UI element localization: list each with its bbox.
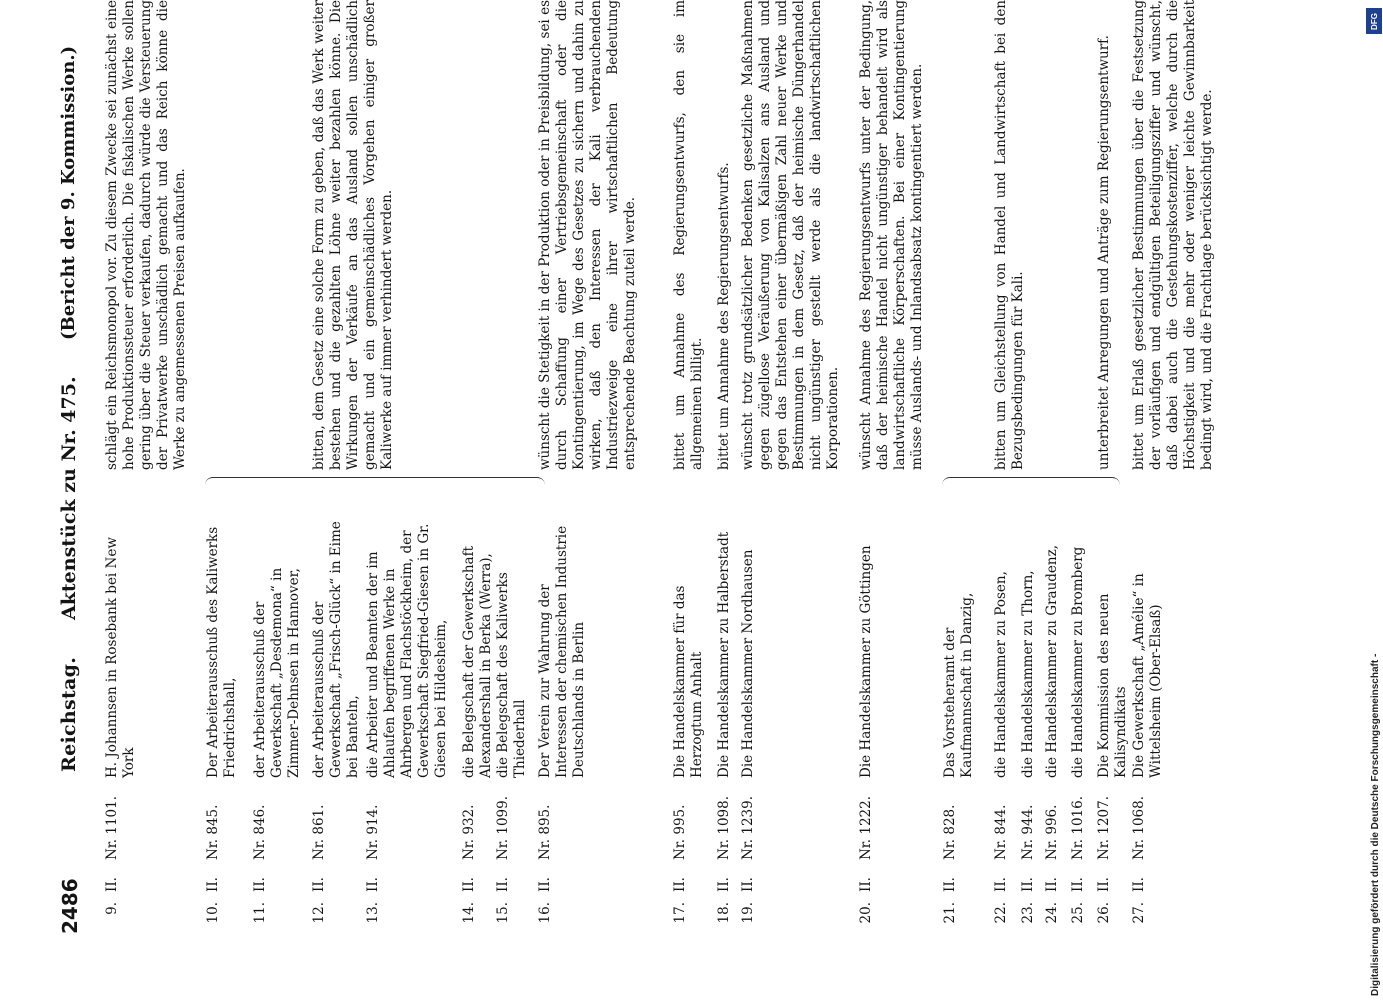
entry-number: 24. xyxy=(1044,902,1060,924)
entry-number: 16. xyxy=(537,902,553,924)
entry-number: 27. xyxy=(1131,902,1147,924)
petition-sender: Die Handelskammer zu Halberstadt xyxy=(716,531,732,778)
entry-number: 18. xyxy=(716,902,732,924)
section-number: II. xyxy=(858,877,874,892)
petition-number: Nr. 861. xyxy=(311,804,327,860)
entry-number: 25. xyxy=(1070,902,1086,924)
header-title: Aktenstück zu Nr. 475. xyxy=(58,376,80,620)
section-number: II. xyxy=(716,877,732,892)
petition-number: Nr. 996. xyxy=(1044,804,1060,860)
petition-request: wünscht Annahme des Regierungsentwurfs unter der Bedingung, daß der heimische Handel nicht ungünstiger behandelt wird als landwirtschaftliche Körperschaften. Bei einer Kontingentierung müsse Auslands- und Inlandsabsatz kontingentiert werden. xyxy=(858,0,925,470)
petition-number: Nr. 895. xyxy=(537,804,553,860)
petition-request: unterbreitet Anregungen und Anträge zum Regierungsentwurf. xyxy=(1096,35,1112,470)
entry-number: 12. xyxy=(311,902,327,924)
petition-number: Nr. 1222. xyxy=(858,795,874,860)
entry-number: 17. xyxy=(672,902,688,924)
entry-number: 21. xyxy=(942,902,958,924)
petition-number: Nr. 995. xyxy=(672,804,688,860)
entry-number: 20. xyxy=(858,902,874,924)
petition-request: bittet um Annahme des Regierungsentwurfs. xyxy=(716,162,732,470)
section-number: II. xyxy=(672,877,688,892)
section-number: II. xyxy=(1070,877,1086,892)
group-brace xyxy=(942,477,1120,486)
petition-sender: Der Arbeiterausschuß des Kaliwerks Friedrichshall, xyxy=(205,526,238,778)
petition-sender: die Handelskammer zu Thorn, xyxy=(1020,570,1036,778)
petition-sender: die Arbeiter und Beamten der im Ahlaufen begriffenen Werke in Ahrbergen und Flachstöckheim, der Gewerkschaft Siegfried-Giesen in Gr. Giesen bei Hildesheim, xyxy=(365,523,449,778)
petition-request: wünscht trotz grundsätzlicher Bedenken gesetzliche Maßnahmen gegen zügellose Veräußerung von Kalisalzen ans Ausland und gegen das Entstehen einer übermäßigen Zahl neuer Werke und Bestimmungen in dem Gesetz, daß der heimische Düngerhandel nicht ungünstiger gestellt werde als die landwirtschaftlichen Korporationen. xyxy=(740,0,841,470)
petition-request: wünscht die Stetigkeit in der Produktion oder in Preisbildung, sei es durch Schaffung einer Vertriebsgemeinschaft oder die Kontingentierung, im Wege des Gesetzes zu sichern und dahin zu wirken, daß den Interessen der Kali verbrauchenden Industriezweige eine ihrer wirtschaftlichen Bedeutung entsprechende Beachtung zuteil werde. xyxy=(537,0,638,470)
petition-sender: die Belegschaft der Gewerkschaft Alexandershall in Berka (Werra), xyxy=(461,545,494,778)
petition-number: Nr. 844. xyxy=(993,804,1009,860)
section-number: II. xyxy=(1020,877,1036,892)
section-number: II. xyxy=(1044,877,1060,892)
header-reichstag: Reichstag. xyxy=(58,656,80,772)
petition-sender: der Arbeiterausschuß der Gewerkschaft „Desdemona“ in Zimmer-Dehnsen in Hannover, xyxy=(252,567,302,778)
petition-sender: Die Handelskammer für das Herzogtum Anhalt xyxy=(672,585,705,778)
petition-number: Nr. 932. xyxy=(461,804,477,860)
entry-number: 13. xyxy=(365,902,381,924)
petition-number: Nr. 1099. xyxy=(495,795,511,860)
petition-sender: die Belegschaft des Kaliwerks Thiederhall xyxy=(495,572,528,778)
entry-number: 26. xyxy=(1096,902,1112,924)
petition-number: Nr. 845. xyxy=(205,804,221,860)
entry-number: 11. xyxy=(252,902,268,924)
petition-number: Nr. 914. xyxy=(365,804,381,860)
dfg-logo: DFG xyxy=(1366,8,1382,34)
section-number: II. xyxy=(1131,877,1147,892)
petition-sender: die Handelskammer zu Graudenz, xyxy=(1044,544,1060,778)
petition-sender: Die Handelskammer zu Göttingen xyxy=(858,545,874,778)
section-number: II. xyxy=(1096,877,1112,892)
petition-number: Nr. 1101. xyxy=(104,795,120,860)
section-number: II. xyxy=(252,877,268,892)
group-brace xyxy=(205,477,545,486)
section-number: II. xyxy=(365,877,381,892)
petition-sender: Die Handelskammer Nordhausen xyxy=(740,549,756,778)
entry-number: 19. xyxy=(740,902,756,924)
petition-sender: Die Gewerkschaft „Amélie“ in Wittelsheim (Ober-Elsaß) xyxy=(1131,573,1164,778)
petition-request: bittet um Annahme des Regierungsentwurfs, den sie im allgemeinen billigt. xyxy=(672,0,705,470)
section-number: II. xyxy=(205,877,221,892)
petition-sender: Die Kommission des neuen Kalisyndikats xyxy=(1096,593,1129,778)
petition-number: Nr. 1098. xyxy=(716,795,732,860)
entry-number: 23. xyxy=(1020,902,1036,924)
section-number: II. xyxy=(311,877,327,892)
petition-sender: der Arbeiterausschuß der Gewerkschaft „Frisch-Glück“ in Eime bei Banteln, xyxy=(311,521,361,778)
entry-number: 10. xyxy=(205,902,221,924)
petition-request: schlägt ein Reichsmonopol vor. Zu diesem Zwecke sei zunächst eine hohe Produktionssteuer erforderlich. Die fiskalischen Werke sollen gering über die Steuer verkaufen, dadurch würde die Versteuerung der Privatwerke unschädlich gemacht und das Reich könne die Werke zu angemessenen Preisen aufkaufen. xyxy=(104,0,188,470)
header-subtitle: (Bericht der 9. Kommission.) xyxy=(58,45,79,340)
petition-number: Nr. 1068. xyxy=(1131,795,1147,860)
entry-number: 22. xyxy=(993,902,1009,924)
petition-number: Nr. 846. xyxy=(252,804,268,860)
petition-number: Nr. 1016. xyxy=(1070,795,1086,860)
petition-sender: die Handelskammer zu Bromberg xyxy=(1070,546,1086,778)
petition-number: Nr. 1239. xyxy=(740,795,756,860)
petition-request: bitten, dem Gesetz eine solche Form zu geben, daß das Werk weiter bestehen und die gezahlten Löhne weiter bezahlen könne. Die Wirkungen der Verkäufe an das Ausland sollen unschädlich gemacht und ein gemeinschädliches Vorgehen einiger großer Kaliwerke auf immer verhindert werden. xyxy=(311,0,395,470)
entry-number: 15. xyxy=(495,902,511,924)
section-number: II. xyxy=(993,877,1009,892)
page-header xyxy=(52,0,92,1000)
section-number: II. xyxy=(104,877,120,892)
petition-request: bitten um Gleichstellung von Handel und Landwirtschaft bei den Bezugsbedingungen für Kali. xyxy=(993,0,1026,470)
petition-sender: Das Vorsteheramt der Kaufmannschaft in Danzig, xyxy=(942,592,975,778)
petition-sender: H. Johannsen in Rosebank bei New York xyxy=(104,537,137,778)
petition-number: Nr. 828. xyxy=(942,804,958,860)
petition-request: bittet um Erlaß gesetzlicher Bestimmungen über die Festsetzung der vorläufigen und endgültigen Beteiligungsziffer und wünscht, daß dabei auch die Gestehungskostenziffer, welche durch die Höchstigkeit und die mehr oder weniger leichte Gewinnbarkeit bedingt wird, und die Frachtlage berücksichtigt werde. xyxy=(1131,0,1215,470)
section-number: II. xyxy=(942,877,958,892)
entry-number: 9. xyxy=(104,902,120,915)
petition-number: Nr. 944. xyxy=(1020,804,1036,860)
section-number: II. xyxy=(495,877,511,892)
section-number: II. xyxy=(740,877,756,892)
petition-sender: die Handelskammer zu Posen, xyxy=(993,571,1009,778)
petition-sender: Der Verein zur Wahrung der Interessen der chemischen Industrie Deutschlands in Berlin xyxy=(537,525,587,778)
section-number: II. xyxy=(461,877,477,892)
petition-number: Nr. 1207. xyxy=(1096,795,1112,860)
digitization-note: Digitalisierung gefördert durch die Deutsche Forschungsgemeinschaft - xyxy=(1370,653,1381,996)
section-number: II. xyxy=(537,877,553,892)
page-number: 2486 xyxy=(58,878,82,934)
entry-number: 14. xyxy=(461,902,477,924)
